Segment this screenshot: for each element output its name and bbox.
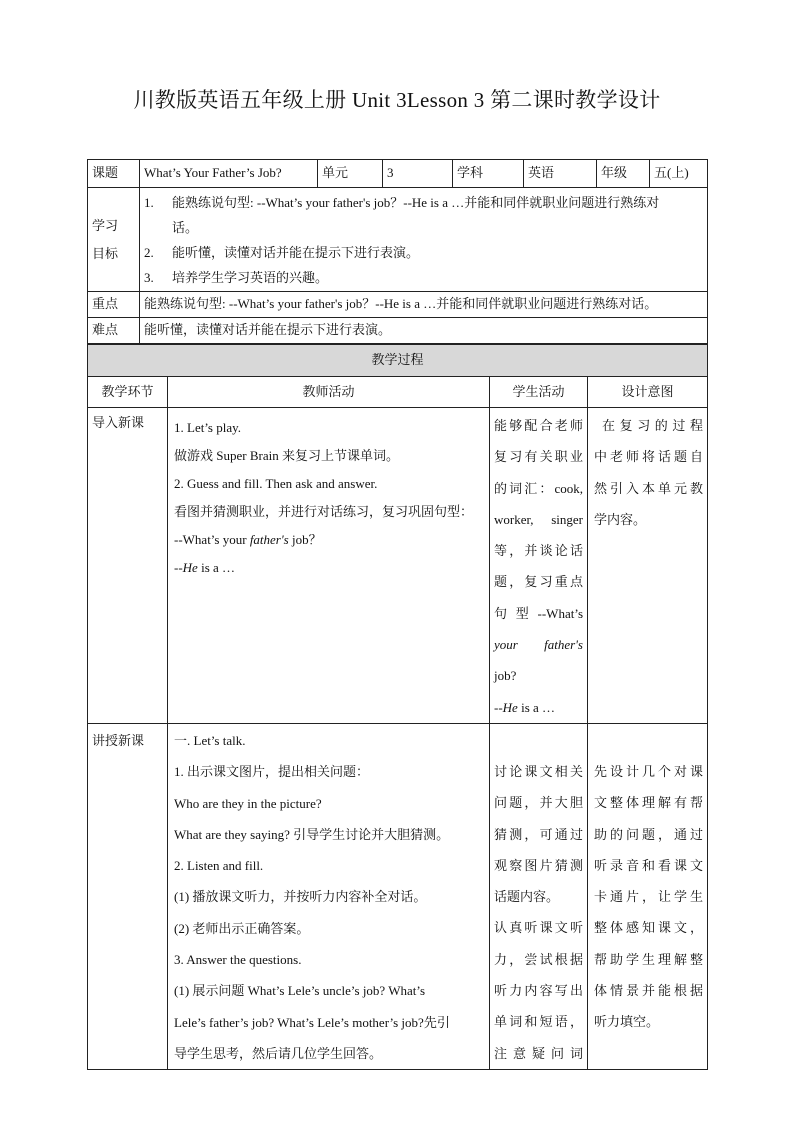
- intent-line: 中老师将话题自: [594, 449, 704, 465]
- goals-label-line2: 目标: [92, 245, 119, 261]
- student-line: 单词和短语，: [494, 1014, 583, 1030]
- teacher-line: (1) 展示问题 What’s Lele’s uncle’s job? What’s: [174, 983, 426, 999]
- teacher-line: Who are they in the picture?: [174, 795, 322, 811]
- teacher-line: (1) 播放课文听力，并按听力内容补全对话。: [174, 889, 427, 905]
- student-activity-new: [490, 723, 588, 1069]
- teacher-line: (2) 老师出示正确答案。: [174, 920, 310, 936]
- col-intent: 设计意图: [588, 377, 708, 408]
- student-line: worker, singer: [494, 511, 583, 527]
- teacher-activity-intro: [168, 408, 490, 724]
- subject-value: 英语: [524, 160, 597, 188]
- student-line: 认真听课文听: [494, 920, 583, 936]
- goals-list: [140, 188, 708, 292]
- teacher-line: --What’s your father's job？: [174, 532, 322, 547]
- unit-label: 单元: [318, 160, 383, 188]
- difficult-value: 能听懂，读懂对话并能在提示下进行表演。: [140, 318, 708, 344]
- stage-intro: [88, 408, 168, 724]
- student-line: 能够配合老师: [494, 418, 583, 433]
- teacher-line: 1. Let’s play.: [174, 420, 242, 435]
- student-line: 句 型 --What’s: [494, 605, 583, 621]
- teacher-line: 导学生思考，然后请几位学生回答。: [174, 1045, 383, 1061]
- teacher-line: 看图并猜测职业，并进行对话练习，复习巩固句型：: [174, 504, 474, 519]
- student-line: 等，并谈论话: [494, 543, 583, 559]
- student-line: 问题，并大胆: [494, 795, 583, 811]
- intent-line: 学内容。: [594, 511, 647, 527]
- goals-label: [88, 188, 140, 292]
- intent-line: 然引入本单元教: [594, 480, 704, 496]
- difficult-label: 难点: [88, 318, 140, 344]
- intent-line: 听录音和看课文: [594, 857, 704, 873]
- student-line: --He is a …: [494, 699, 556, 715]
- student-line: 话题内容。: [494, 889, 560, 905]
- col-teacher: 教师活动: [168, 377, 490, 408]
- subject-label: 学科: [453, 160, 524, 188]
- teacher-line: 3. Answer the questions.: [174, 952, 302, 968]
- col-student: 学生活动: [490, 377, 588, 408]
- goal-text-cont: 话。: [172, 219, 199, 235]
- teacher-activity-new: [168, 723, 490, 1069]
- goal-item: [144, 265, 703, 290]
- student-line: 题，复习重点: [494, 574, 583, 590]
- intent-intro: [588, 408, 708, 724]
- goal-number: 3.: [144, 269, 154, 285]
- intent-line: 先设计几个对课: [594, 763, 704, 779]
- goal-item: [144, 240, 703, 265]
- student-line: 观察图片猜测: [494, 857, 583, 873]
- intent-line: 卡通片，让学生: [594, 889, 704, 905]
- teacher-line: 1. 出示课文图片，提出相关问题：: [174, 764, 370, 780]
- goal-number: 2.: [144, 244, 154, 260]
- intent-line: 听力填空。: [594, 1014, 660, 1030]
- unit-value: 3: [383, 160, 453, 188]
- course-info-table: [87, 159, 708, 344]
- intent-line: 帮助学生理解整: [594, 951, 704, 967]
- student-line: job?: [494, 668, 517, 684]
- teaching-process-table: [87, 344, 708, 1070]
- page-title: 川教版英语五年级上册 Unit 3Lesson 3 第二课时教学设计: [133, 88, 661, 112]
- stage-new: [88, 723, 168, 1069]
- teacher-line: 2. Guess and fill. Then ask and answer.: [174, 476, 378, 491]
- goal-item: [144, 190, 703, 240]
- topic-label: 课题: [88, 160, 140, 188]
- student-line: 注 意 疑 问 词: [494, 1045, 583, 1061]
- topic-value: What’s Your Father’s Job?: [140, 160, 318, 188]
- stage-intro-label: 导入新课: [92, 415, 145, 430]
- intent-line: 体情景并能根据: [594, 983, 704, 999]
- intent-new: [588, 723, 708, 1069]
- stage-new-label: 讲授新课: [92, 732, 145, 748]
- student-line: 复习有关职业: [494, 449, 583, 465]
- goals-label-line1: 学习: [92, 217, 119, 233]
- col-stage: 教学环节: [88, 377, 168, 408]
- teacher-line: 2. Listen and fill.: [174, 858, 264, 874]
- student-line: 听力内容写出: [494, 983, 583, 999]
- intent-line: 助的问题，通过: [594, 826, 704, 842]
- process-header: 教学过程: [88, 345, 708, 377]
- intent-line: 在复习的过程: [602, 418, 704, 433]
- grade-value: 五(上): [650, 160, 708, 188]
- key-label: 重点: [88, 292, 140, 318]
- teacher-line: Lele’s father’s job? What’s Lele’s mother’s job?先引: [174, 1014, 450, 1030]
- key-value: 能熟练说句型: --What’s your father's job？--He is a …并能和同伴就职业问题进行熟练对话。: [140, 292, 708, 318]
- teacher-line: What are they saying? 引导学生讨论并大胆猜测。: [174, 826, 450, 842]
- teacher-line: 一. Let’s talk.: [174, 732, 246, 748]
- teacher-line: --He is a …: [174, 560, 236, 575]
- student-line: 猜测，可通过: [494, 826, 583, 842]
- goal-number: 1.: [144, 194, 154, 210]
- student-line: your father's: [494, 637, 583, 653]
- student-line: 讨论课文相关: [494, 763, 583, 779]
- goal-text: 培养学生学习英语的兴趣。: [172, 269, 329, 285]
- teacher-line: 做游戏 Super Brain 来复习上节课单词。: [174, 448, 399, 463]
- grade-label: 年级: [597, 160, 650, 188]
- intent-line: 整体感知课文，: [594, 920, 704, 936]
- goal-text: 能熟练说句型: --What’s your father's job？--He is a …并能和同伴就职业问题进行熟练对: [172, 194, 660, 210]
- student-line: 的词汇：cook,: [494, 480, 583, 496]
- intent-line: 文整体理解有帮: [594, 795, 704, 811]
- student-line: 力，尝试根据: [494, 951, 583, 967]
- goal-text: 能听懂，读懂对话并能在提示下进行表演。: [172, 244, 420, 260]
- student-activity-intro: [490, 408, 588, 724]
